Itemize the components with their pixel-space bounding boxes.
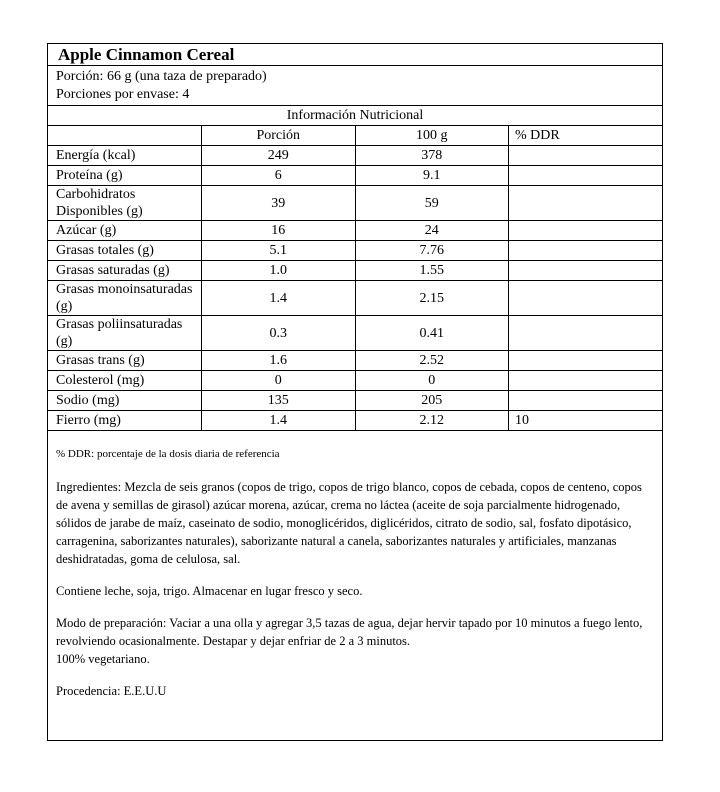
portion-value: 39 bbox=[202, 186, 356, 221]
nutrient-name: Fierro (mg) bbox=[48, 411, 202, 431]
portion-value: 249 bbox=[202, 146, 356, 166]
per100-value: 2.12 bbox=[355, 411, 509, 431]
per100-value: 378 bbox=[355, 146, 509, 166]
ddr-value bbox=[509, 166, 663, 186]
label-notes bbox=[48, 431, 662, 700]
portion-value: 1.6 bbox=[202, 351, 356, 371]
table-section-header bbox=[48, 106, 662, 126]
ddr-value bbox=[509, 351, 663, 371]
per100-value: 1.55 bbox=[355, 261, 509, 281]
portion-value: 1.0 bbox=[202, 261, 356, 281]
servings-per-container: Porciones por envase: 4 bbox=[56, 87, 190, 102]
ddr-value bbox=[509, 391, 663, 411]
nutrient-name: Proteína (g) bbox=[48, 166, 202, 186]
per100-value: 0.41 bbox=[355, 316, 509, 351]
ddr-value bbox=[509, 316, 663, 351]
preparation-text bbox=[56, 614, 654, 668]
table-row bbox=[48, 186, 662, 221]
table-row bbox=[48, 411, 662, 431]
contains-text: Contiene leche, soja, trigo. Almacenar en lugar fresco y seco. bbox=[56, 584, 363, 598]
serving-info bbox=[48, 66, 662, 106]
table-row bbox=[48, 351, 662, 371]
portion-value: 1.4 bbox=[202, 281, 356, 316]
per100-value: 205 bbox=[355, 391, 509, 411]
nutrient-name: Grasas poliinsaturadas (g) bbox=[48, 316, 202, 351]
portion-value: 135 bbox=[202, 391, 356, 411]
nutrient-name: Carbohidratos Disponibles (g) bbox=[48, 186, 202, 221]
per100-value: 2.15 bbox=[355, 281, 509, 316]
per100-value: 2.52 bbox=[355, 351, 509, 371]
table-row bbox=[48, 221, 662, 241]
table-row bbox=[48, 261, 662, 281]
per100-value: 9.1 bbox=[355, 166, 509, 186]
portion-value: 1.4 bbox=[202, 411, 356, 431]
table-row bbox=[48, 391, 662, 411]
per100-value: 59 bbox=[355, 186, 509, 221]
serving-size: Porción: 66 g (una taza de preparado) bbox=[56, 69, 267, 84]
per100-value: 7.76 bbox=[355, 241, 509, 261]
portion-value: 16 bbox=[202, 221, 356, 241]
ddr-value: 10 bbox=[509, 411, 663, 431]
per100-value: 0 bbox=[355, 371, 509, 391]
per100-value: 24 bbox=[355, 221, 509, 241]
preparation-instructions: Modo de preparación: Vaciar a una olla y agregar 3,5 tazas de agua, dejar hervir tapado por 10 minutos a fuego lento, revolviendo ocasionalmente. Destapar y dejar enfriar de 2 a 3 minutos. bbox=[56, 616, 643, 648]
ddr-value bbox=[509, 371, 663, 391]
nutrient-name: Grasas trans (g) bbox=[48, 351, 202, 371]
table-row bbox=[48, 371, 662, 391]
table-row bbox=[48, 316, 662, 351]
section-title: Información Nutricional bbox=[48, 106, 662, 126]
ddr-value bbox=[509, 241, 663, 261]
nutrition-table bbox=[48, 106, 662, 431]
portion-value: 0 bbox=[202, 371, 356, 391]
ddr-value bbox=[509, 186, 663, 221]
nutrient-name: Sodio (mg) bbox=[48, 391, 202, 411]
ddr-value bbox=[509, 261, 663, 281]
header-nutrient bbox=[48, 126, 202, 146]
vegetarian-note: 100% vegetariano. bbox=[56, 652, 150, 666]
table-row bbox=[48, 281, 662, 316]
nutrient-name: Colesterol (mg) bbox=[48, 371, 202, 391]
nutrient-name: Grasas saturadas (g) bbox=[48, 261, 202, 281]
ddr-value bbox=[509, 281, 663, 316]
ddr-value bbox=[509, 221, 663, 241]
nutrient-name: Grasas totales (g) bbox=[48, 241, 202, 261]
header-portion: Porción bbox=[202, 126, 356, 146]
ddr-note: % DDR: porcentaje de la dosis diaria de referencia bbox=[56, 448, 280, 460]
table-row bbox=[48, 166, 662, 186]
ingredients-text: Ingredientes: Mezcla de seis granos (copos de trigo, copos de trigo blanco, copos de cebada, copos de centeno, copos de avena y semillas de girasol) azúcar morena, azúcar, crema no láctea (aceite de soja parcialmente hidrogenado, sólidos de jarabe de maíz, caseinato de sodio, monoglicéridos, diglicéridos, citrato de sodio, sal, fosfato dipotásico, carragenina, saborizantes naturales), saborizante natural a canela, saborizantes naturales y artificiales, manzanas deshidratadas, goma de celulosa, sal. bbox=[56, 480, 642, 566]
portion-value: 5.1 bbox=[202, 241, 356, 261]
portion-value: 6 bbox=[202, 166, 356, 186]
table-row bbox=[48, 146, 662, 166]
table-row bbox=[48, 241, 662, 261]
header-ddr: % DDR bbox=[509, 126, 663, 146]
header-100g: 100 g bbox=[355, 126, 509, 146]
product-title: Apple Cinnamon Cereal bbox=[48, 44, 662, 66]
origin-text: Procedencia: E.E.U.U bbox=[56, 684, 167, 698]
portion-value: 0.3 bbox=[202, 316, 356, 351]
nutrient-name: Grasas monoinsaturadas (g) bbox=[48, 281, 202, 316]
nutrient-name: Azúcar (g) bbox=[48, 221, 202, 241]
nutrient-name: Energía (kcal) bbox=[48, 146, 202, 166]
ddr-value bbox=[509, 146, 663, 166]
nutrition-label bbox=[47, 43, 663, 741]
table-column-headers bbox=[48, 126, 662, 146]
